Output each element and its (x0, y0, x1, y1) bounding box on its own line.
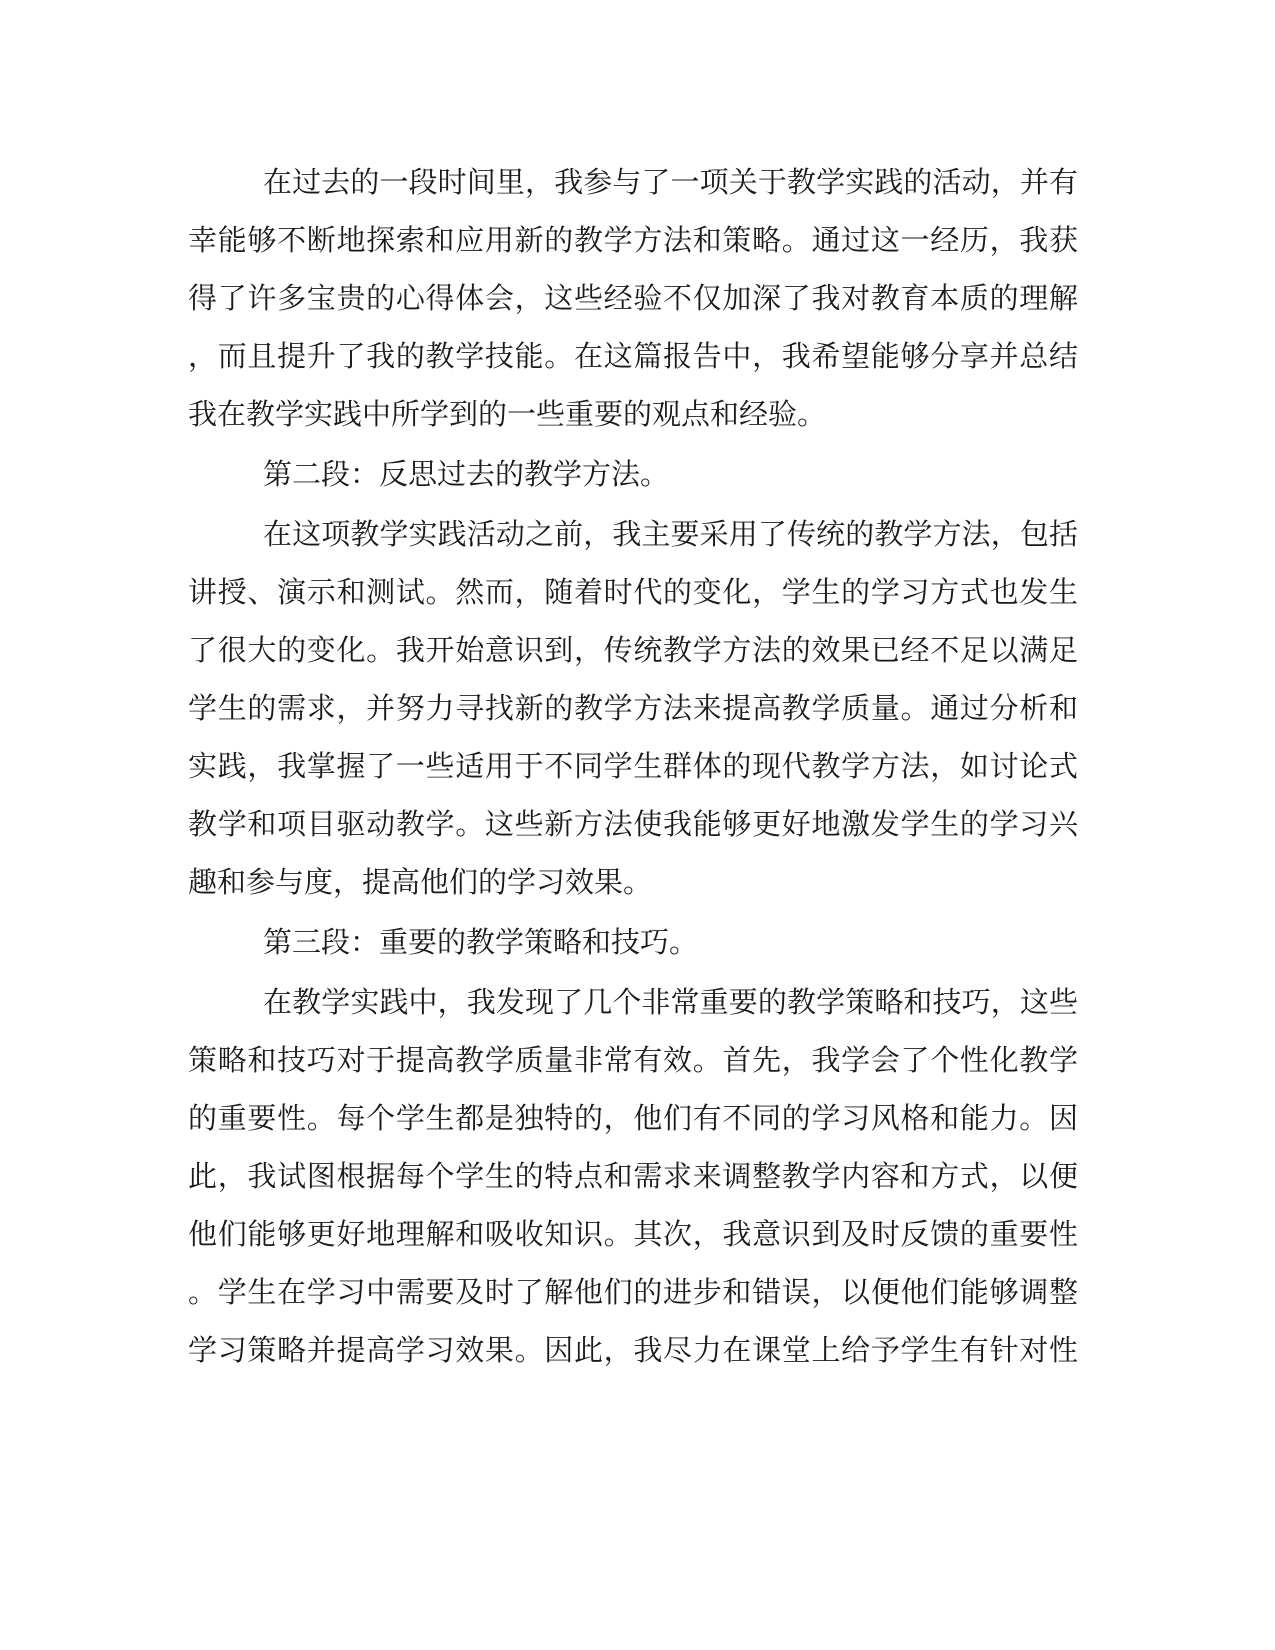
text-line: 实践，我掌握了一些适用于不同学生群体的现代教学方法，如讨论式 (188, 749, 1078, 783)
text-line: 他们能够更好地理解和吸收知识。其次，我意识到及时反馈的重要性 (188, 1217, 1078, 1251)
text-line: 学生的需求，并努力寻找新的教学方法来提高教学质量。通过分析和 (188, 691, 1078, 725)
text-line: 教学和项目驱动教学。这些新方法使我能够更好地激发学生的学习兴 (188, 807, 1078, 841)
text-line: 了很大的变化。我开始意识到，传统教学方法的效果已经不足以满足 (188, 633, 1078, 667)
text-line: 在教学实践中，我发现了几个非常重要的教学策略和技巧，这些 (263, 985, 1078, 1019)
text-line: 我在教学实践中所学到的一些重要的观点和经验。 (188, 397, 827, 431)
section-heading: 第三段：重要的教学策略和技巧。 (263, 925, 699, 959)
text-line: 学习策略并提高学习效果。因此，我尽力在课堂上给予学生有针对性 (188, 1333, 1078, 1367)
section-heading: 第二段：反思过去的教学方法。 (263, 457, 670, 491)
text-line: 。学生在学习中需要及时了解他们的进步和错误，以便他们能够调整 (188, 1275, 1078, 1309)
text-line: 在过去的一段时间里，我参与了一项关于教学实践的活动，并有 (263, 165, 1078, 199)
text-line: 的重要性。每个学生都是独特的，他们有不同的学习风格和能力。因 (188, 1101, 1078, 1135)
text-line: ，而且提升了我的教学技能。在这篇报告中，我希望能够分享并总结 (188, 339, 1078, 373)
text-line: 策略和技巧对于提高教学质量非常有效。首先，我学会了个性化教学 (188, 1043, 1078, 1077)
text-line: 幸能够不断地探索和应用新的教学方法和策略。通过这一经历，我获 (188, 223, 1078, 257)
text-line: 得了许多宝贵的心得体会，这些经验不仅加深了我对教育本质的理解 (188, 281, 1078, 315)
text-line: 趣和参与度，提高他们的学习效果。 (188, 865, 653, 899)
text-line: 此，我试图根据每个学生的特点和需求来调整教学内容和方式，以便 (188, 1159, 1078, 1193)
text-line: 讲授、演示和测试。然而，随着时代的变化，学生的学习方式也发生 (188, 575, 1078, 609)
text-line: 在这项教学实践活动之前，我主要采用了传统的教学方法，包括 (263, 517, 1078, 551)
